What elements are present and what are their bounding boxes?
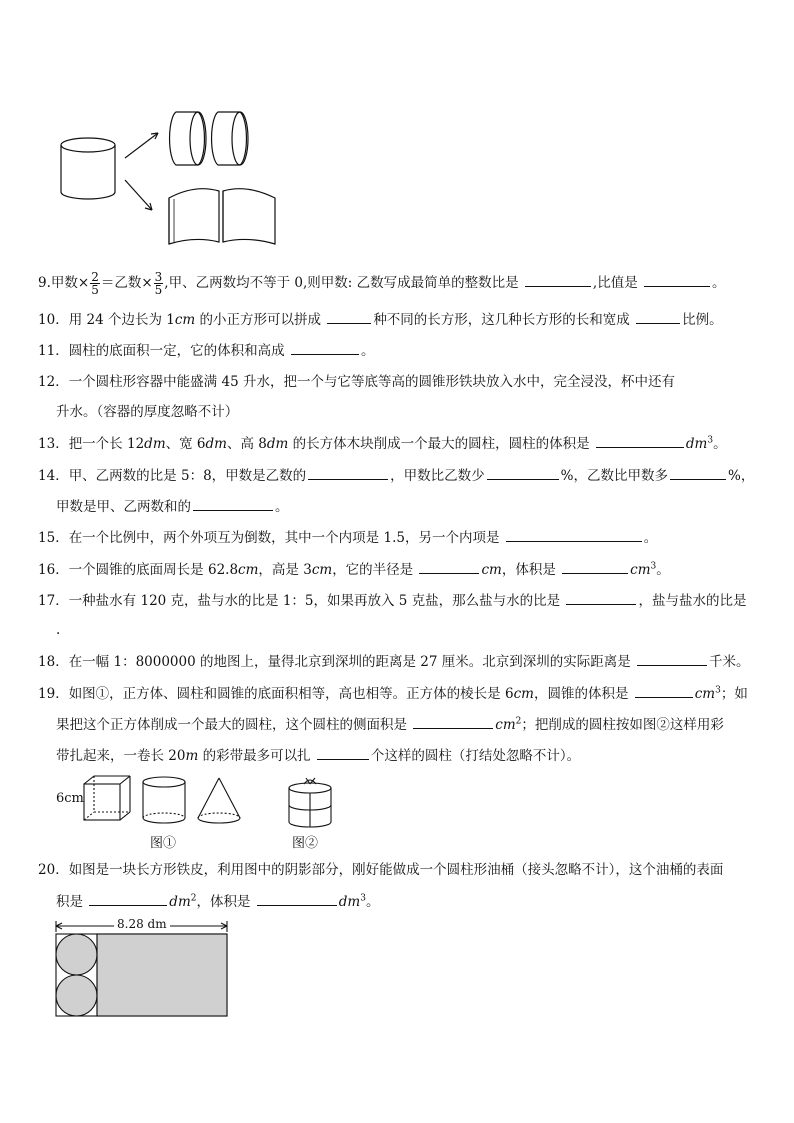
text: 的彩带最多可以扎 [198, 748, 311, 764]
text: ，高是 3 [258, 562, 312, 578]
question-20: 20．如图是一块长方形铁皮，利用图中的阴影部分，刚好能做成一个圆柱形油桶（接头忽略不计），这个油桶的表面 [38, 862, 724, 878]
text: ,比值是 [592, 275, 638, 291]
answer-blank[interactable] [506, 527, 642, 542]
answer-blank[interactable] [327, 309, 371, 324]
question-10: 10．用 24 个边长为 1cm 的小正方形可以拼成 种不同的长方形，这几种长方形的长和宽成 比例。 [38, 309, 723, 330]
unit: dm [338, 894, 361, 910]
question-19-line-3 [56, 745, 580, 766]
unit: cm [513, 686, 534, 702]
question-number: 10 [38, 312, 56, 328]
question-number: 19 [38, 686, 56, 702]
text: 。 [712, 275, 726, 291]
question-19-line-2 [56, 714, 724, 735]
superscript: 3 [360, 893, 366, 904]
unit: cm [238, 562, 259, 578]
question-16: 16．一个圆锥的底面周长是 62.8cm，高是 3cm，它的半径是 cm，体积是 $cm^3$。 [38, 559, 670, 580]
question-13: 13．把一个长 12dm、宽 6dm、高 8dm 的长方体木块削成一个最大的圆柱，圆柱的体积是 $dm^3$。 [38, 433, 727, 454]
answer-blank[interactable] [596, 433, 684, 448]
question-19: 19．如图①，正方体、圆柱和圆锥的底面积相等，高也相等。正方体的棱长是 6cm，圆锥的体积是 $cm^3$；如 [38, 683, 748, 704]
text: 个这样的圆柱（打结处忽略不计）。 [370, 748, 581, 764]
superscript: 2 [515, 716, 522, 727]
unit: cm [481, 562, 502, 578]
text: 比例。 [682, 312, 723, 328]
cube-cylinder-cone-figure [80, 772, 350, 832]
text: 。 [713, 436, 727, 452]
question-number: 9 [38, 275, 47, 291]
unit: dm [144, 436, 166, 452]
question-17: 17．一种盐水有 120 克，盐与水的比是 1：5，如果再放入 5 克盐，那么盐与水的比是 ，盐与盐水的比是 [38, 590, 746, 611]
question-20-line-2 [56, 891, 379, 912]
answer-blank[interactable] [487, 465, 559, 480]
question-9: 9.甲数× $\frac{2}{5}$ ＝乙数× $\frac{3}{5}$ ,甲、乙两数均不等于 0,则甲数: 乙数写成最简单的整数比是 ,比值是 。 [38, 270, 726, 297]
fraction-numerator: 2 [91, 270, 99, 284]
text: ，盐与盐水的比是 [638, 593, 747, 609]
text: 种不同的长方形，这几种长方形的长和宽成 [373, 312, 630, 328]
question-14: 14．甲、乙两数的比是 5：8，甲数是乙数的 ，甲数比乙数少 %，乙数比甲数多 %， [38, 465, 754, 486]
superscript: 3 [650, 561, 657, 572]
answer-blank[interactable] [637, 651, 707, 666]
answer-blank[interactable] [562, 559, 628, 574]
superscript: 3 [715, 685, 721, 696]
unit: m [185, 748, 199, 764]
question-12-line-2 [56, 402, 238, 422]
text: ,甲、乙两数均不等于 0,则甲数: 乙数写成最简单的整数比是 [164, 275, 519, 291]
text: 积是 [56, 894, 83, 910]
answer-blank[interactable] [419, 559, 479, 574]
text: 甲数是甲、乙两数和的 [56, 499, 191, 515]
question-12: 12．一个圆柱形容器中能盛满 45 升水，把一个与它等底等高的圆锥形铁块放入水中，完全浸没，杯中还有 [38, 374, 675, 390]
unit: cm [174, 312, 196, 328]
text: 甲、乙两数的比是 5：8，甲数是乙数的 [68, 468, 307, 484]
text: ；如 [720, 686, 748, 702]
text: ，体积是 [196, 894, 251, 910]
question-number: 13 [38, 436, 56, 452]
text: 、宽 6 [165, 436, 206, 452]
superscript: 2 [190, 893, 197, 904]
figure-2-caption: 图② [292, 836, 319, 851]
answer-blank[interactable] [566, 590, 636, 605]
text: ，甲数比乙数少 [390, 468, 485, 484]
figure-1-caption: 图① [150, 836, 177, 851]
text: 。 [365, 894, 380, 910]
question-number: 20 [38, 862, 56, 878]
fraction-denominator: 5 [91, 283, 99, 297]
answer-blank[interactable] [308, 465, 388, 480]
text: 在一个比例中，两个外项互为倒数，其中一个内项是 1.5，另一个内项是 [68, 530, 500, 546]
text: 圆柱的底面积一定，它的体积和高成 [68, 343, 285, 359]
text: 用 24 个边长为 1 [68, 312, 175, 328]
text: 的小正方形可以拼成 [195, 312, 322, 328]
question-11: 11．圆柱的底面积一定，它的体积和高成 。 [38, 340, 374, 361]
text: 的长方体木块削成一个最大的圆柱，圆柱的体积是 [288, 436, 590, 452]
answer-blank[interactable] [525, 272, 591, 287]
answer-blank[interactable] [89, 891, 167, 906]
question-15: 15．在一个比例中，两个外项互为倒数，其中一个内项是 1.5，另一个内项是 。 [38, 527, 657, 548]
text: 一个圆锥的底面周长是 62.8 [68, 562, 239, 578]
answer-blank[interactable] [317, 745, 369, 760]
text: 。 [360, 343, 375, 359]
question-number: 16 [38, 562, 56, 578]
dimension-label: 8.28 dm [114, 917, 170, 931]
text: 带扎起来，一卷长 20 [56, 748, 186, 764]
question-number: 12 [38, 374, 56, 390]
answer-blank[interactable] [291, 340, 359, 355]
unit: cm [495, 717, 516, 733]
text: %，乙数比甲数多 [560, 468, 668, 484]
text: ；把削成的圆柱按如图②这样用彩 [521, 717, 724, 733]
text: . [56, 622, 61, 638]
question-number: 14 [38, 468, 56, 484]
question-18: 18．在一幅 1：8000000 的地图上，量得北京到深圳的距离是 27 厘米。北京到深圳的实际距离是 千米。 [38, 651, 750, 672]
text: 一个圆柱形容器中能盛满 45 升水，把一个与它等底等高的圆锥形铁块放入水中，完全浸没，杯中还有 [68, 374, 675, 390]
text: 。 [656, 562, 670, 578]
question-number: 11 [38, 343, 56, 359]
question-number: 18 [38, 654, 56, 670]
answer-blank[interactable] [670, 465, 726, 480]
answer-blank[interactable] [413, 714, 493, 729]
superscript: 3 [707, 435, 714, 446]
answer-blank[interactable] [257, 891, 337, 906]
text: 一种盐水有 120 克，盐与水的比是 1：5，如果再放入 5 克盐，那么盐与水的比是 [68, 593, 561, 609]
fraction [154, 271, 164, 296]
text: %， [728, 468, 755, 484]
question-17-line-2 [56, 620, 60, 640]
unit: dm [685, 436, 708, 452]
text: ，它的半径是 [332, 562, 414, 578]
text: 在一幅 1：8000000 的地图上，量得北京到深圳的距离是 27 厘米。北京到深圳的实际距离是 [68, 654, 631, 670]
edge-length-label: 6cm [56, 791, 84, 806]
text: ，圆锥的体积是 [533, 686, 629, 702]
unit: dm [205, 436, 227, 452]
text: 。 [643, 530, 658, 546]
text: 甲数× [50, 275, 90, 291]
unit: cm [694, 686, 716, 702]
answer-blank[interactable] [635, 683, 693, 698]
text: 、高 8 [226, 436, 267, 452]
question-14-line-2 [56, 496, 289, 517]
question-number: 15 [38, 530, 56, 546]
answer-blank[interactable] [644, 272, 710, 287]
fraction [90, 271, 100, 296]
unit: dm [266, 436, 289, 452]
text: 如图是一块长方形铁皮，利用图中的阴影部分，刚好能做成一个圆柱形油桶（接头忽略不计），这个油桶的表面 [68, 862, 724, 878]
text: 果把这个正方体削成一个最大的圆柱，这个圆柱的侧面积是 [56, 717, 407, 733]
fraction-denominator: 5 [154, 283, 163, 297]
text: 千米。 [709, 654, 750, 670]
text: 如图①，正方体、圆柱和圆锥的底面积相等，高也相等。正方体的棱长是 6 [68, 686, 514, 702]
unit: cm [630, 562, 651, 578]
answer-blank[interactable] [636, 309, 680, 324]
text: 升水。（容器的厚度忽略不计） [56, 404, 239, 420]
question-number: 17 [38, 593, 56, 609]
unit: dm [169, 894, 191, 910]
cylinder-split-figure [55, 100, 285, 250]
text: ＝乙数× [100, 275, 153, 291]
unit: cm [311, 562, 333, 578]
iron-sheet-figure [52, 918, 232, 1028]
text: 。 [275, 499, 289, 515]
answer-blank[interactable] [193, 496, 273, 511]
text: 把一个长 12 [68, 436, 145, 452]
fraction-numerator: 3 [154, 270, 163, 284]
text: ，体积是 [501, 562, 556, 578]
